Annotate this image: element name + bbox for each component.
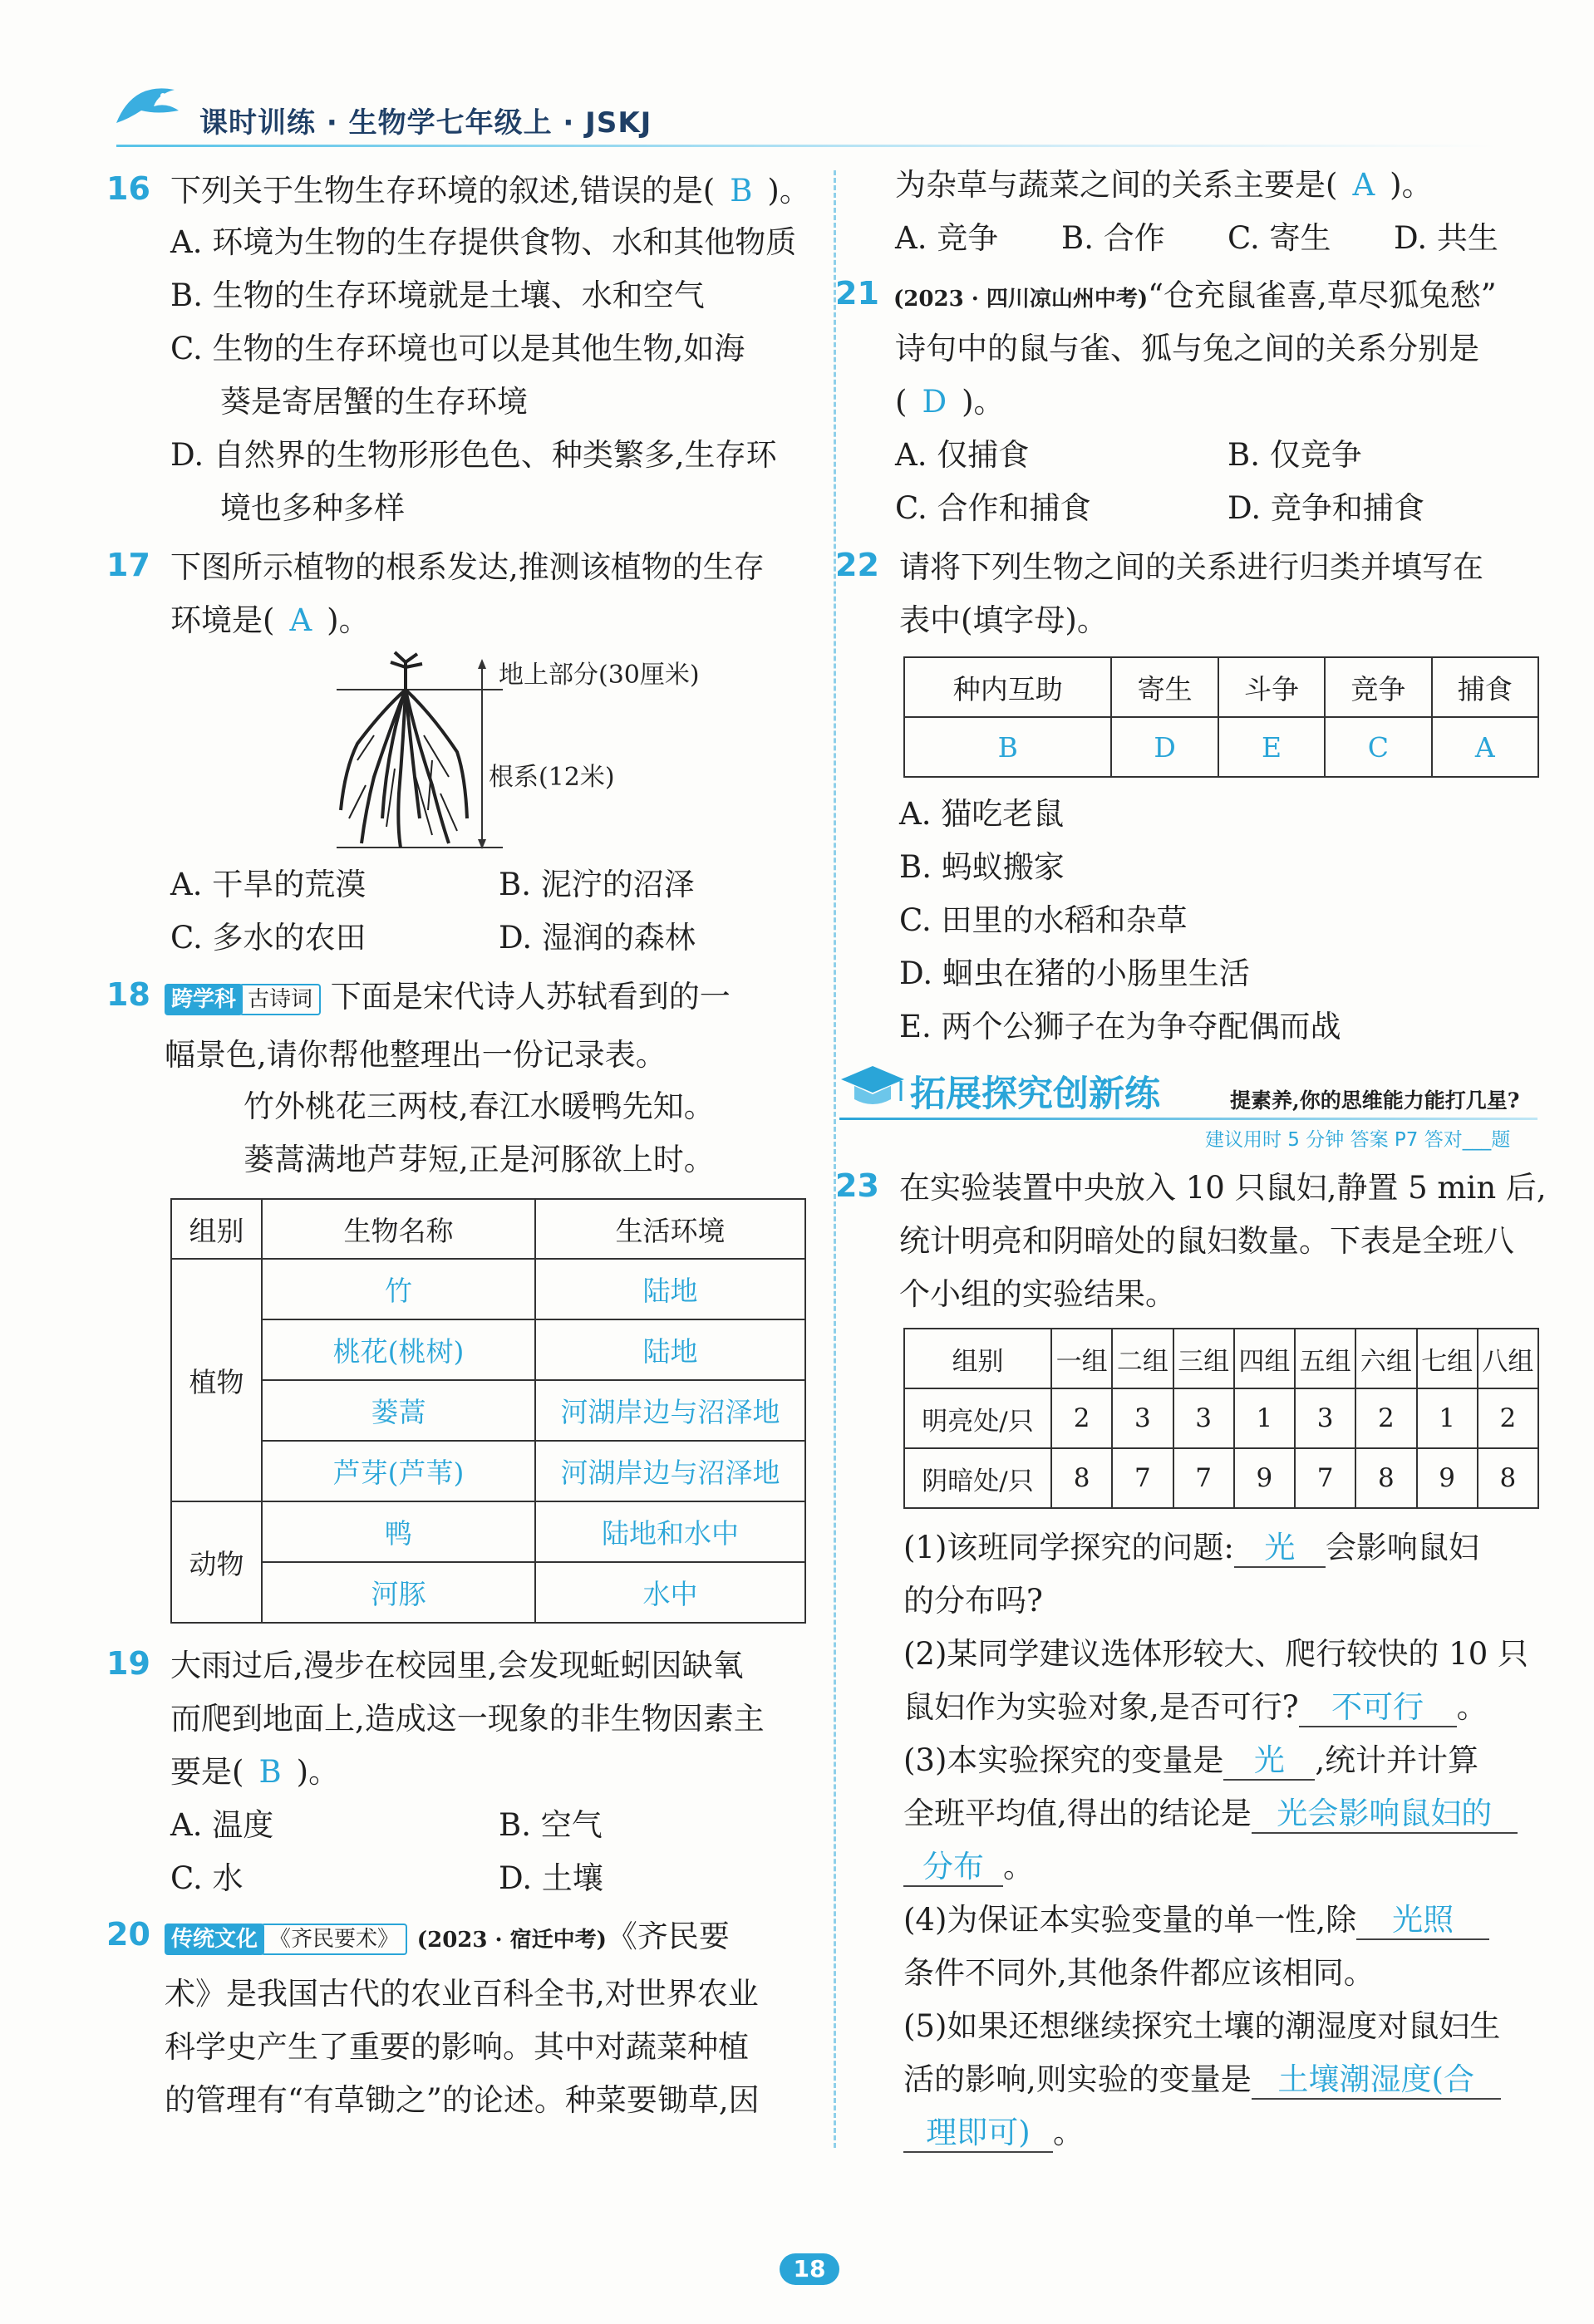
q23-part1: (1)该班同学探究的问题: 光 会影响鼠妇 xyxy=(903,1527,1479,1569)
q23-part3-cont: 全班平均值,得出的结论是 光会影响鼠妇的 xyxy=(903,1793,1518,1835)
table-cell: 2 xyxy=(1051,1388,1112,1448)
table-cell: 8 xyxy=(1478,1448,1538,1508)
row-label: 明亮处/只 xyxy=(904,1388,1051,1448)
table-cell: 1 xyxy=(1417,1388,1478,1448)
q18-record-table xyxy=(170,1198,806,1624)
q19-option-d: D. 土壤 xyxy=(499,1860,603,1896)
q20-option-b: B. 合作 xyxy=(1061,220,1165,256)
q16-stem: 下列关于生物生存环境的叙述,错误的是( B )。 xyxy=(170,173,810,209)
table-cell: 7 xyxy=(1295,1448,1355,1508)
q17-option-b: B. 泥泞的沼泽 xyxy=(499,867,695,902)
q22-relation-table xyxy=(903,656,1539,778)
q16-number: 16 xyxy=(106,170,150,207)
q20-stem-0: 传统文化 《齐民要术》 (2023 · 宿迁中考)《齐民要 xyxy=(165,1916,730,1961)
table-cell: 3 xyxy=(1173,1388,1234,1448)
table-cell: 7 xyxy=(1112,1448,1173,1508)
q19-stem-1: 大雨过后,漫步在校园里,会发现蚯蚓因缺氧 xyxy=(170,1648,744,1683)
q23-part4-cont: 条件不同外,其他条件都应该相同。 xyxy=(903,1955,1375,1991)
page-number: 18 xyxy=(780,2253,839,2285)
q20-source: (2023 · 宿迁中考) xyxy=(416,1928,607,1953)
q20-answer: A xyxy=(1352,167,1375,203)
table-cell: 8 xyxy=(1355,1448,1416,1508)
q23-answer-5b: 理即可) xyxy=(903,2115,1053,2153)
q19-option-c: C. 水 xyxy=(170,1860,244,1896)
q20-option-d: D. 共生 xyxy=(1394,220,1498,256)
q18-tag-interdisciplinary: 跨学科 xyxy=(165,984,243,1015)
q18-tag-poetry: 古诗词 xyxy=(239,984,321,1015)
q19-answer: B xyxy=(258,1754,282,1790)
q21-option-d: D. 竞争和捕食 xyxy=(1227,490,1424,526)
q20-tag-culture: 传统文化 xyxy=(165,1924,264,1955)
q23-part2-cont: 鼠妇作为实验对象,是否可行? 不可行 。 xyxy=(903,1687,1488,1728)
table-cell: 3 xyxy=(1295,1388,1355,1448)
q18-stem-2: 幅景色,请你帮他整理出一份记录表。 xyxy=(165,1037,667,1073)
table-cell: 8 xyxy=(1051,1448,1112,1508)
q19-stem-3: 要是( B )。 xyxy=(170,1754,340,1790)
column-divider xyxy=(834,170,836,2148)
q20-number: 20 xyxy=(106,1916,150,1953)
q17-number: 17 xyxy=(106,547,150,583)
q18-number: 18 xyxy=(106,976,150,1013)
table-cell: 水中 xyxy=(535,1562,805,1623)
q22-stem-2: 表中(填字母)。 xyxy=(899,602,1108,638)
q19-option-a: A. 温度 xyxy=(170,1807,274,1843)
q23-answer-4: 光照 xyxy=(1356,1902,1489,1940)
q16-option-c-cont: 葵是寄居蟹的生存环境 xyxy=(220,384,528,420)
table-cell: 河豚 xyxy=(262,1562,535,1623)
q16-option-b: B. 生物的生存环境就是土壤、水和空气 xyxy=(170,278,705,313)
table-cell: 9 xyxy=(1234,1448,1295,1508)
q23-part5: (5)如果还想继续探究土壤的潮湿度对鼠妇生 xyxy=(903,2008,1501,2044)
header-title: 课时训练 · 生物学七年级上 · JSKJ xyxy=(199,106,652,140)
q16-option-d-cont: 境也多种多样 xyxy=(220,490,405,526)
q23-results-table xyxy=(903,1328,1539,1509)
q22-option-e: E. 两个公狮子在为争夺配偶而战 xyxy=(899,1009,1341,1044)
q17-option-a: A. 干旱的荒漠 xyxy=(170,867,367,902)
q23-part5-cont: 活的影响,则实验的变量是 土壤潮湿度(合 xyxy=(903,2059,1501,2100)
table-cell: A xyxy=(1432,717,1538,777)
table-cell: 3 xyxy=(1112,1388,1173,1448)
q20-stem-2: 科学史产生了重要的影响。其中对蔬菜种植 xyxy=(165,2029,749,2065)
table-cell: 桃花(桃树) xyxy=(262,1319,535,1380)
figure-label-root: 根系(12米) xyxy=(489,763,615,792)
q20-stem-3: 的管理有“有草锄之”的论述。种菜要锄草,因 xyxy=(165,2082,760,2118)
q22-number: 22 xyxy=(835,547,879,583)
q16-option-d: D. 自然界的生物形形色色、种类繁多,生存环 xyxy=(170,437,777,473)
q18-poem-1: 竹外桃花三两枝,春江水暖鸭先知。 xyxy=(244,1088,715,1124)
q20-option-c: C. 寄生 xyxy=(1227,220,1331,256)
table-cell: 7 xyxy=(1173,1448,1234,1508)
q21-source: (2023 · 四川凉山州中考) xyxy=(893,287,1149,312)
figure-label-above: 地上部分(30厘米) xyxy=(499,661,700,690)
q23-answer-1: 光 xyxy=(1234,1530,1326,1568)
q19-option-b: B. 空气 xyxy=(499,1807,603,1843)
banner-underline xyxy=(839,1118,1537,1120)
q16-answer: B xyxy=(730,173,753,209)
q23-number: 23 xyxy=(835,1167,879,1204)
table-header: 捕食 xyxy=(1432,657,1538,717)
q17-option-d: D. 湿润的森林 xyxy=(499,920,696,956)
q21-stem-1: (2023 · 四川凉山州中考)“仓充鼠雀喜,草尽狐兔愁” xyxy=(893,278,1497,313)
q17-stem-2: 环境是( A )。 xyxy=(170,602,370,638)
q23-answer-3c: 分布 xyxy=(903,1849,1003,1887)
group-plant: 植物 xyxy=(171,1259,262,1501)
table-header: 组别 xyxy=(904,1329,1051,1388)
banner-meta: 建议用时 5 分钟 答案 P7 答对___题 xyxy=(1205,1129,1511,1151)
q23-part2: (2)某同学建议选体形较大、爬行较快的 10 只 xyxy=(903,1636,1529,1672)
q23-part3-end: 分布 。 xyxy=(903,1846,1034,1888)
table-cell: D xyxy=(1111,717,1218,777)
table-cell: 竹 xyxy=(262,1259,535,1319)
table-header: 生活环境 xyxy=(535,1199,805,1259)
table-header: 一组 xyxy=(1051,1329,1112,1388)
table-cell: 陆地 xyxy=(535,1319,805,1380)
q18-poem-2: 蒌蒿满地芦芽短,正是河豚欲上时。 xyxy=(244,1142,715,1177)
q20-tag-book: 《齐民要术》 xyxy=(261,1924,407,1955)
banner-title: 拓展探究创新练 xyxy=(910,1074,1160,1115)
table-cell: 河湖岸边与沼泽地 xyxy=(535,1380,805,1441)
q19-stem-2: 而爬到地面上,造成这一现象的非生物因素主 xyxy=(170,1701,765,1737)
q21-stem-3: ( D )。 xyxy=(895,384,1005,420)
table-cell: B xyxy=(904,717,1111,777)
table-header: 二组 xyxy=(1112,1329,1173,1388)
table-header: 寄生 xyxy=(1111,657,1218,717)
row-label: 阴暗处/只 xyxy=(904,1448,1051,1508)
table-cell: C xyxy=(1325,717,1431,777)
table-cell: 1 xyxy=(1234,1388,1295,1448)
q20-stem-4: 为杂草与蔬菜之间的关系主要是( A )。 xyxy=(895,167,1433,203)
table-header: 组别 xyxy=(171,1199,262,1259)
q22-option-b: B. 蚂蚁搬家 xyxy=(899,849,1065,885)
table-header: 五组 xyxy=(1295,1329,1355,1388)
q23-stem-2: 统计明亮和阴暗处的鼠妇数量。下表是全班八 xyxy=(899,1223,1514,1259)
q23-answer-3: 光 xyxy=(1223,1742,1315,1781)
table-cell: 陆地 xyxy=(535,1259,805,1319)
q23-stem-3: 个小组的实验结果。 xyxy=(899,1276,1176,1312)
q22-stem-1: 请将下列生物之间的关系进行归类并填写在 xyxy=(899,549,1483,585)
q16-option-a: A. 环境为生物的生存提供食物、水和其他物质 xyxy=(170,224,797,260)
table-cell: 2 xyxy=(1478,1388,1538,1448)
group-animal: 动物 xyxy=(171,1501,262,1623)
q23-stem-1: 在实验装置中央放入 10 只鼠妇,静置 5 min 后, xyxy=(899,1170,1547,1206)
banner-subtitle: 提素养,你的思维能力能打几星? xyxy=(1230,1088,1520,1113)
table-cell: E xyxy=(1218,717,1325,777)
q23-answer-3b: 光会影响鼠妇的 xyxy=(1252,1796,1518,1834)
q23-part5-end: 理即可) 。 xyxy=(903,2112,1084,2154)
q22-option-a: A. 猫吃老鼠 xyxy=(899,796,1065,832)
q18-stem-1: 跨学科 古诗词 下面是宋代诗人苏轼看到的一 xyxy=(165,976,731,1018)
section-banner xyxy=(839,1059,1537,1151)
table-header: 种内互助 xyxy=(904,657,1111,717)
q19-number: 19 xyxy=(106,1645,150,1682)
q21-stem-2: 诗句中的鼠与雀、狐与兔之间的关系分别是 xyxy=(895,331,1479,366)
q17-option-c: C. 多水的农田 xyxy=(170,920,367,956)
q17-stem-1: 下图所示植物的根系发达,推测该植物的生存 xyxy=(170,549,765,585)
q23-part4: (4)为保证本实验变量的单一性,除 光照 xyxy=(903,1899,1489,1941)
table-header: 斗争 xyxy=(1218,657,1325,717)
q22-option-d: D. 蛔虫在猪的小肠里生活 xyxy=(899,956,1250,991)
table-cell: 河湖岸边与沼泽地 xyxy=(535,1441,805,1501)
table-header: 竞争 xyxy=(1325,657,1431,717)
table-header: 四组 xyxy=(1234,1329,1295,1388)
table-cell: 9 xyxy=(1417,1448,1478,1508)
q21-number: 21 xyxy=(835,275,879,312)
table-header: 八组 xyxy=(1478,1329,1538,1388)
q21-answer: D xyxy=(922,384,947,420)
q17-answer: A xyxy=(289,602,312,638)
q21-option-b: B. 仅竞争 xyxy=(1227,437,1362,473)
root-system-figure xyxy=(324,652,700,852)
q20-option-a: A. 竞争 xyxy=(895,220,999,256)
q20-stem-1: 术》是我国古代的农业百科全书,对世界农业 xyxy=(165,1976,759,2012)
q23-part3: (3)本实验探究的变量是 光 ,统计并计算 xyxy=(903,1740,1478,1781)
table-cell: 陆地和水中 xyxy=(535,1501,805,1562)
table-cell: 蒌蒿 xyxy=(262,1380,535,1441)
header-divider xyxy=(116,145,1496,147)
q23-answer-2: 不可行 xyxy=(1299,1689,1457,1727)
graduation-cap-icon xyxy=(839,1059,906,1118)
q21-option-c: C. 合作和捕食 xyxy=(895,490,1091,526)
table-header: 七组 xyxy=(1417,1329,1478,1388)
q22-option-c: C. 田里的水稻和杂草 xyxy=(899,902,1188,938)
q21-option-a: A. 仅捕食 xyxy=(895,437,1030,473)
table-header: 三组 xyxy=(1173,1329,1234,1388)
table-cell: 鸭 xyxy=(262,1501,535,1562)
q23-part1-cont: 的分布吗? xyxy=(903,1583,1043,1619)
table-cell: 2 xyxy=(1355,1388,1416,1448)
page-header xyxy=(116,90,1496,156)
dolphin-logo-icon xyxy=(108,73,191,140)
q23-answer-5: 土壤潮湿度(合 xyxy=(1252,2061,1501,2100)
q16-option-c: C. 生物的生存环境也可以是其他生物,如海 xyxy=(170,331,745,366)
table-header: 六组 xyxy=(1355,1329,1416,1388)
table-header: 生物名称 xyxy=(262,1199,535,1259)
table-cell: 芦芽(芦苇) xyxy=(262,1441,535,1501)
